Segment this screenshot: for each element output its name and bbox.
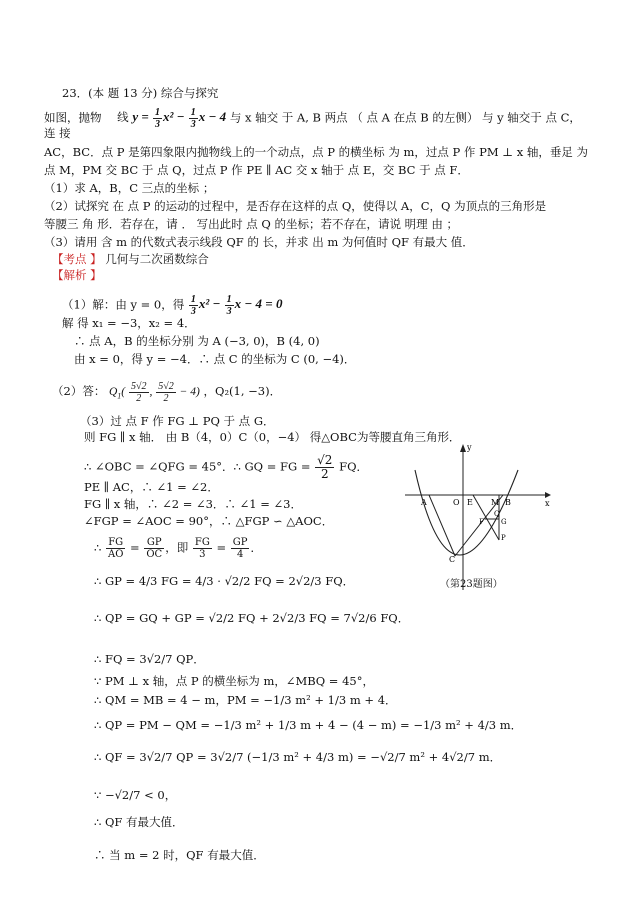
solution-3c2: FQ．	[339, 459, 369, 474]
problem-line3: 点 M，PM 交 BC 于 点 Q，过点 P 作 PE ∥ AC 交 x 轴于 点 E，交 BC 于 点 F．	[44, 163, 469, 177]
label-q: Q	[494, 510, 500, 518]
label-a: A	[421, 498, 427, 507]
zero-equation: $\frac{1}{3}$ x² − $\frac{1}{3}$ x − 4 = 0	[190, 294, 283, 317]
solution-3p: ∴ QF 有最大值．	[94, 815, 184, 829]
solution-1a-row	[62, 294, 282, 317]
label-m: M	[491, 498, 500, 507]
solution-1a: （1）解：由 y = 0，得	[62, 297, 185, 312]
solution-3d: PE ∥ AC，∴ ∠1 = ∠2．	[84, 480, 219, 494]
label-f: F	[479, 518, 484, 526]
problem-line2: AC，BC．点 P 是第四象限内抛物线上的一个动点，点 P 的横坐标 为 m，过点 P 作 PM ⊥ x 轴，垂足 为	[44, 145, 589, 159]
jiexi-tag: 【解析 】	[52, 268, 102, 282]
solution-3c-row: ∴ ∠OBC = ∠QFG = 45°．∴ GQ = FG = $\frac{√2}{2}$ FQ．	[84, 453, 369, 481]
solution-3o: ∵ −√2/7 < 0，	[94, 788, 177, 802]
solution-1c: ∴ 点 A，B 的坐标分别 为 A (−3, 0)，B (4, 0)	[74, 334, 320, 348]
solution-3j: ∴ FQ = 3√2/7 QP．	[94, 652, 205, 666]
label-x: x	[545, 499, 550, 508]
problem-header: 23．(本 题 13 分) 综合与探究	[62, 86, 219, 100]
x-axis-arrow	[545, 492, 551, 498]
segment-ac	[429, 495, 455, 556]
kaodian-tag: 【考点 】	[52, 252, 102, 266]
figure-caption: （第23题图）	[440, 579, 503, 590]
solution-3l: ∴ QM = MB = 4 − m，PM = −1/3 m² + 1/3 m + 4．	[94, 693, 397, 707]
question-2b: 等腰三 角 形．若存在，请 ． 写出此时 点 Q 的坐标；若不存在，请说 明理 由 ；	[44, 217, 458, 231]
solution-3n: ∴ QF = 3√2/7 QP = 3√2/7 (−1/3 m² + 4/3 m) = −√2/7 m² + 4√2/7 m．	[94, 750, 502, 764]
question-2a: （2）试探究 在 点 P 的运动的过程中，是否存在这样的点 Q，使得以 A，C，Q 为顶点的三角形是	[44, 199, 547, 213]
intro-a: 如图，抛物	[44, 110, 102, 125]
intro-d: 连 接	[44, 126, 71, 140]
kaodian-row	[52, 252, 209, 266]
label-y: y	[467, 443, 472, 452]
label-p: P	[501, 534, 506, 542]
solution-3h: ∴ GP = 4/3 FG = 4/3 · √2/2 FQ = 2√2/3 FQ．	[94, 574, 355, 588]
solution-3e: FG ∥ x 轴，∴ ∠2 = ∠3．∴ ∠1 = ∠3．	[84, 497, 302, 511]
solution-3k: ∵ PM ⊥ x 轴，点 P 的横坐标为 m，∠MBQ = 45°，	[94, 674, 374, 688]
label-e: E	[467, 498, 473, 507]
solution-3f: ∠FGP = ∠AOC = 90°，∴ △FGP ∽ △AOC．	[84, 514, 334, 528]
solution-3a: （3）过 点 F 作 FG ⊥ PQ 于 点 G．	[80, 414, 275, 428]
q1-point: $Q_1$( $\frac{5√2}{2}$ , $\frac{5√2}{2}$ − 4)	[108, 381, 200, 404]
solution-2b: ，Q₂(1, −3)．	[203, 384, 282, 399]
problem-figure	[405, 440, 555, 590]
solution-3q: ∴ 当 m = 2 时，QF 有最大值．	[94, 848, 265, 862]
solution-3m: ∴ QP = PM − QM = −1/3 m² + 1/3 m + 4 − (4 − m) = −1/3 m² + 4/3 m．	[94, 718, 523, 732]
solution-3b: 则 FG ∥ x 轴． 由 B（4，0）C（0，−4） 得△OBC为等腰直角三角形．	[84, 430, 461, 444]
intro-b: 线	[117, 110, 129, 125]
intro-c: 与 x 轴交 于 A, B 两点 （ 点 A 在点 B 的左侧） 与 y 轴交于 点 C，	[229, 110, 581, 125]
solution-1d: 由 x = 0，得 y = −4．∴ 点 C 的坐标为 C (0, −4)．	[74, 352, 356, 366]
question-3: （3）请用 含 m 的代数式表示线段 QF 的 长，并求 出 m 为何值时 QF 有最大 值．	[44, 235, 474, 249]
y-axis-arrow	[460, 444, 466, 452]
label-b: B	[505, 498, 511, 507]
solution-3c: ∴ ∠OBC = ∠QFG = 45°．∴ GQ = FG =	[84, 459, 311, 474]
question-1: （1）求 A，B，C 三点的坐标 ；	[44, 181, 215, 195]
label-o: O	[453, 498, 460, 507]
label-c: C	[449, 555, 456, 564]
parabola-curve	[415, 470, 518, 555]
solution-2: （2）答：	[52, 384, 106, 399]
solution-3g-row: ∴ $\frac{FG}{AO}$ = $\frac{GP}{OC}$ ，即 $\frac{FG}{3}$ = $\frac{GP}{4}$ ．	[94, 537, 262, 560]
label-g: G	[501, 518, 507, 526]
jiexi-row	[52, 268, 102, 282]
solution-2-row	[52, 381, 281, 404]
solution-1b: 解 得 x₁ = −3，x₂ = 4．	[62, 316, 196, 330]
parabola-equation: y = $\frac{1}{3}$ x² − $\frac{1}{3}$ x − 4	[132, 107, 227, 130]
problem-intro-line	[44, 107, 581, 130]
solution-3i: ∴ QP = GQ + GP = √2/2 FQ + 2√2/3 FQ = 7√2/6 FQ．	[94, 611, 410, 625]
kaodian-text: 几何与二次函数综合	[105, 252, 209, 266]
